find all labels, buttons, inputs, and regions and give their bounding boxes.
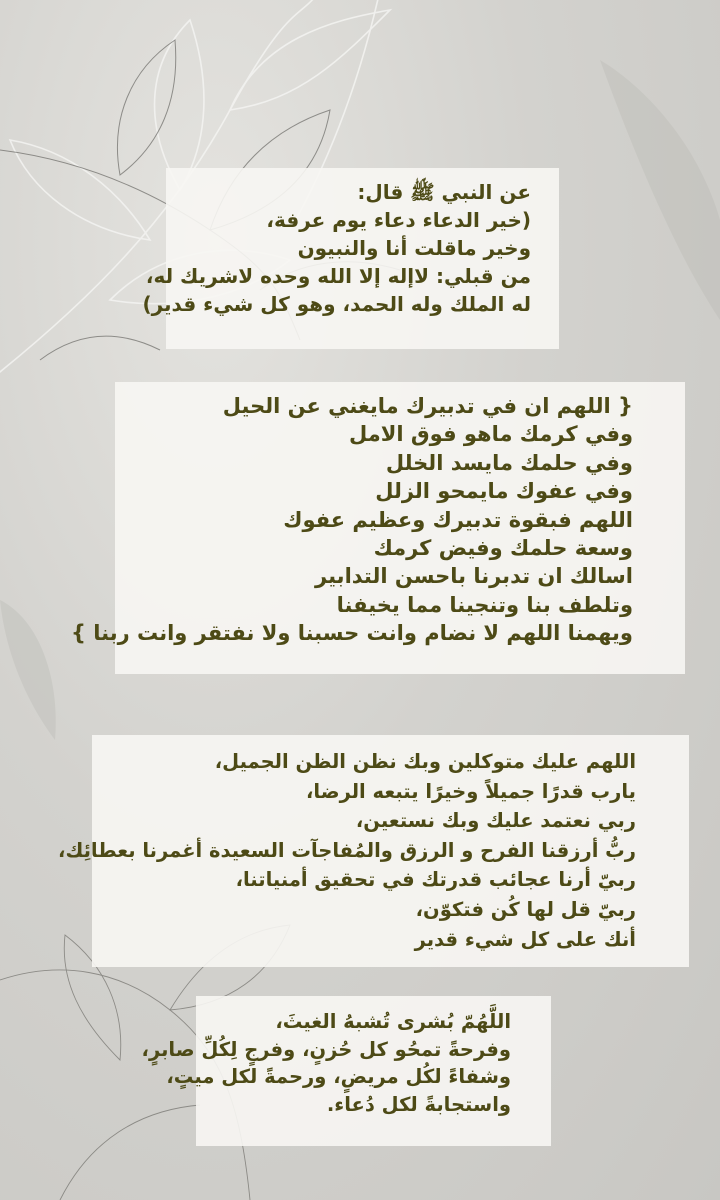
dua-line: اللهم فبقوة تدبيرك وعظيم عفوك xyxy=(283,507,633,532)
dua-line: يارب قدرًا جميلاً وخيرًا يتبعه الرضا، xyxy=(306,779,636,803)
dua-line: وفرحةً تمحُو كل حُزنٍ، وفرجٍ لِكُلِّ صابرٍ، xyxy=(141,1037,511,1061)
dua-line: ربيّ قل لها كُن فتكوّن، xyxy=(415,897,636,921)
dua-line: اللهم عليك متوكلين وبك نظن الظن الجميل، xyxy=(214,750,636,773)
dua-line: وشفاءً لكُل مريضٍ، ورحمةً لكل ميتٍ، xyxy=(166,1065,511,1088)
hadith-card xyxy=(142,168,559,349)
dua-line: ويهمنا اللهم لا نضام وانت حسبنا ولا نفتقر وانت ربنا } xyxy=(70,621,633,646)
dua-tadbir-card xyxy=(70,382,685,674)
dua-line: اسالك ان تدبرنا باحسن التدابير xyxy=(315,564,633,589)
dua-line: أنك على كل شيء قدير xyxy=(414,927,636,951)
hadith-line: له الملك وله الحمد، وهو كل شيء قدير) xyxy=(142,292,531,316)
hadith-line: وخير ماقلت أنا والنبيون xyxy=(297,236,531,260)
dua-line: ربيّ أرنا عجائب قدرتك في تحقيق أمنياتنا، xyxy=(235,868,636,892)
dua-line: وفي حلمك مايسد الخلل xyxy=(385,450,633,475)
dua-line: وفي كرمك ماهو فوق الامل xyxy=(348,422,633,447)
hadith-line: من قبلي: لاإله إلا الله وحده لاشريك له، xyxy=(145,264,531,288)
dua-line: واستجابةً لكل دُعاء. xyxy=(326,1092,511,1116)
dua-line: وسعة حلمك وفيض كرمك xyxy=(373,536,633,561)
hadith-line: عن النبي ﷺ قال: xyxy=(357,180,531,204)
dua-line: اللَّهُمّ بُشرى تُشبهُ الغيثَ، xyxy=(275,1010,511,1033)
hadith-line: (خير الدعاء دعاء يوم عرفة، xyxy=(266,208,531,232)
dua-line: ربي نعتمد عليك وبك نستعين، xyxy=(355,809,636,833)
dua-tawakkul-card xyxy=(58,735,689,967)
dua-line: وفي عفوك مايمحو الزلل xyxy=(375,479,633,504)
dua-bushra-card xyxy=(141,996,551,1146)
dua-line: ربُّ أرزقنا الفرح و الرزق والمُفاجآت السعيدة أغمرنا بعطائِك، xyxy=(58,838,636,862)
dua-line: وتلطف بنا وتنجينا مما يخيفنا xyxy=(336,592,633,617)
dua-line: { اللهم ان في تدبيرك مايغني عن الحيل xyxy=(222,394,633,418)
